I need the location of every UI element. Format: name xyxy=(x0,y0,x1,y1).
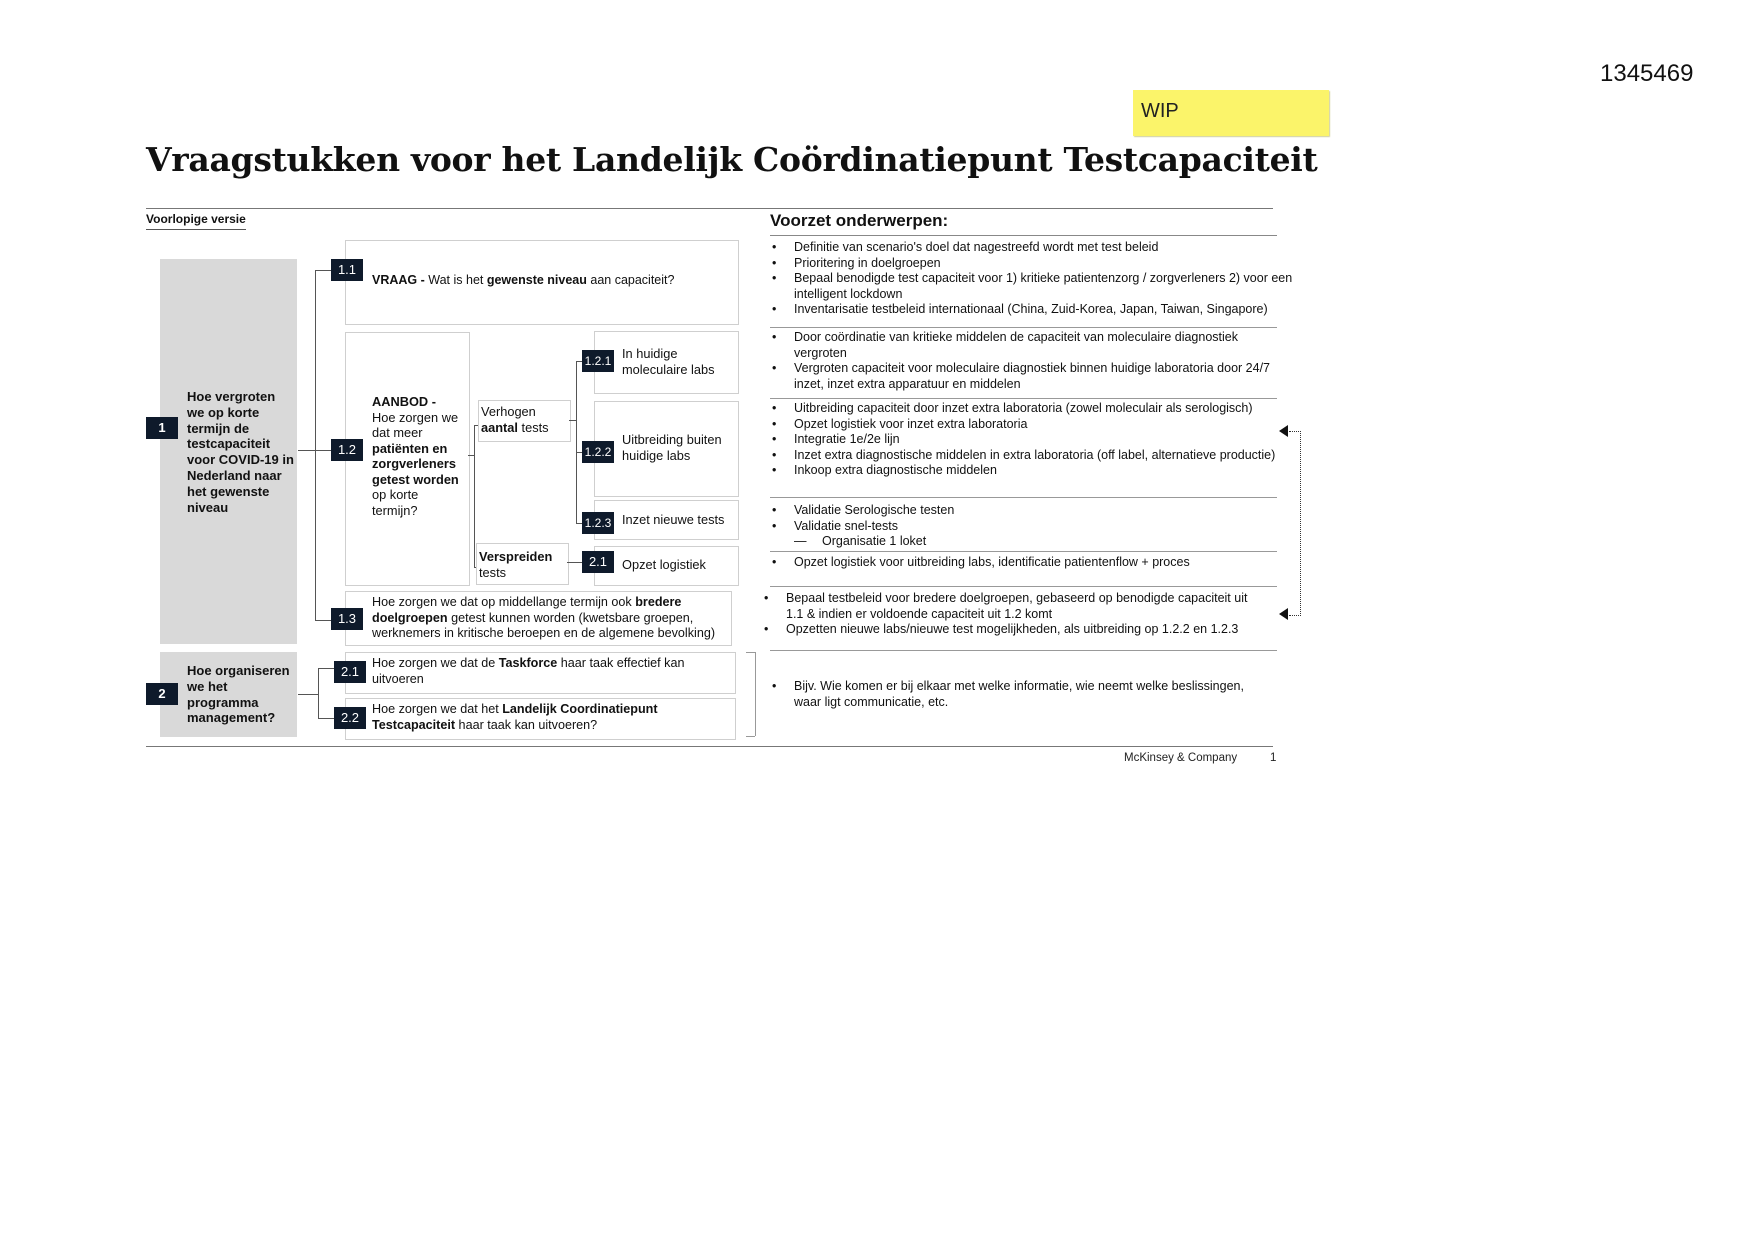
wip-sticky-note xyxy=(1133,90,1329,136)
tree-connector xyxy=(567,562,582,563)
node-1-1-text: VRAAG - Wat is het gewenste niveau aan capaciteit? xyxy=(372,273,675,287)
tree-connector xyxy=(474,425,475,567)
tree-connector xyxy=(318,718,334,719)
top-rule xyxy=(146,208,1273,209)
tree-connector xyxy=(318,668,334,669)
topic-item: • Opzet logistiek voor uitbreiding labs, identificatie patientenflow + proces xyxy=(770,555,1270,571)
topics-heading: Voorzet onderwerpen: xyxy=(770,211,949,230)
tree-connector xyxy=(318,668,319,718)
node-1-2-2-number: 1.2.2 xyxy=(582,441,614,463)
topic-item: • Uitbreiding capaciteit door inzet extra laboratoria (zowel moleculair als serologisch) xyxy=(770,401,1280,417)
bracket xyxy=(755,652,756,736)
node-1-3-text: Hoe zorgen we dat op middellange termijn ook bredere doelgroepen getest kunnen worden (kwetsbare groepen, werknemers in kritische beroepen en de algemene bevolking) xyxy=(372,595,716,640)
question-1-number: 1 xyxy=(146,417,178,439)
node-opzet-logistiek-number: 2.1 xyxy=(582,551,614,573)
topic-item: • Integratie 1e/2e lijn xyxy=(770,432,1280,448)
node-2-2-number: 2.2 xyxy=(334,707,366,729)
topics-group-1 xyxy=(770,240,1295,318)
topic-item: • Door coördinatie van kritieke middelen de capaciteit van moleculaire diagnostiek vergroten xyxy=(770,330,1270,361)
page-title: Vraagstukken voor het Landelijk Coördinatiepunt Testcapaciteit xyxy=(146,140,1318,179)
tree-connector xyxy=(576,361,577,523)
topics-group-6 xyxy=(762,591,1262,638)
topic-item: • Bijv. Wie komen er bij elkaar met welke informatie, wie neemt welke beslissingen, waar ligt communicatie, etc. xyxy=(770,679,1270,710)
bracket xyxy=(746,736,755,737)
bracket xyxy=(746,652,755,653)
topic-item: • Inventarisatie testbeleid internationaal (China, Zuid-Korea, Japan, Taiwan, Singapore) xyxy=(770,302,1295,318)
node-2-1-text: Hoe zorgen we dat de Taskforce haar taak effectief kan uitvoeren xyxy=(372,656,685,686)
topic-item: • Opzetten nieuwe labs/nieuwe test mogelijkheden, als uitbreiding op 1.2.2 en 1.2.3 xyxy=(762,622,1262,638)
node-1-2-3-text: Inzet nieuwe tests xyxy=(622,512,725,527)
topic-item: • Vergroten capaciteit voor moleculaire diagnostiek binnen huidige laboratoria door 24/7 inzet, inzet extra apparatuur en middelen xyxy=(770,361,1270,392)
verspreiden-text: Verspreiden tests xyxy=(479,549,553,580)
tree-connector xyxy=(298,694,318,695)
question-2-text: Hoe organiseren we het programma management? xyxy=(187,663,290,726)
node-1-2-3-number: 1.2.3 xyxy=(582,512,614,534)
topic-item: • Opzet logistiek voor inzet extra laboratoria xyxy=(770,417,1280,433)
tree-connector xyxy=(315,270,316,620)
topic-item: • Inkoop extra diagnostische middelen xyxy=(770,463,1280,479)
arrow-left-icon xyxy=(1279,425,1288,437)
tree-connector xyxy=(315,270,331,271)
question-2-number: 2 xyxy=(146,683,178,705)
verhogen-text: Verhogen aantal tests xyxy=(481,404,549,435)
bottom-rule xyxy=(146,746,1273,747)
topics-divider xyxy=(770,650,1277,651)
footer-company: McKinsey & Company xyxy=(1124,752,1238,764)
node-1-2-text: AANBOD - Hoe zorgen we dat meer patiënten en zorgverleners getest worden op korte termijn? xyxy=(372,394,459,518)
node-opzet-logistiek-text: Opzet logistiek xyxy=(622,557,706,572)
topics-group-3 xyxy=(770,401,1280,479)
question-1-text: Hoe vergroten we op korte termijn de testcapaciteit voor COVID-19 in Nederland naar het gewenste niveau xyxy=(187,389,294,515)
topics-divider xyxy=(770,327,1277,328)
topic-item: • Definitie van scenario's doel dat nagestreefd wordt met test beleid xyxy=(770,240,1295,256)
node-2-1-number: 2.1 xyxy=(334,661,366,683)
topics-divider xyxy=(770,497,1277,498)
topic-subitem: — Organisatie 1 loket xyxy=(770,534,1270,550)
topics-group-5 xyxy=(770,555,1270,571)
topic-item: • Bepaal testbeleid voor bredere doelgroepen, gebaseerd op benodigde capaciteit uit 1.1 & indien er voldoende capaciteit uit 1.2 komt xyxy=(762,591,1262,622)
topic-item: • Inzet extra diagnostische middelen in extra laboratoria (off label, alternatieve productie) xyxy=(770,448,1280,464)
topics-group-2 xyxy=(770,330,1270,392)
node-1-1-number: 1.1 xyxy=(331,259,363,281)
topics-group-7 xyxy=(770,679,1270,710)
wip-label: WIP xyxy=(1141,100,1179,122)
tree-connector xyxy=(315,620,331,621)
topics-group-4 xyxy=(770,503,1270,550)
dotted-connector xyxy=(1289,431,1301,616)
topics-divider xyxy=(770,551,1277,552)
tree-connector xyxy=(315,450,331,451)
tree-connector xyxy=(468,455,474,456)
topics-heading-rule xyxy=(770,235,1277,236)
topic-item: • Validatie Serologische testen xyxy=(770,503,1270,519)
topic-item: • Validatie snel-tests xyxy=(770,519,1270,535)
node-1-2-1-number: 1.2.1 xyxy=(582,350,614,372)
topic-item: • Bepaal benodigde test capaciteit voor 1) kritieke patientenzorg / zorgverleners 2) voor een intelligent lockdown xyxy=(770,271,1295,302)
document-id: 1345469 xyxy=(1600,60,1694,87)
node-1-3-number: 1.3 xyxy=(331,608,363,630)
node-1-2-2-text: Uitbreiding buiten huidige labs xyxy=(622,432,722,463)
node-1-2-1-text: In huidige moleculaire labs xyxy=(622,346,715,377)
tree-connector xyxy=(569,420,576,421)
topic-item: • Prioritering in doelgroepen xyxy=(770,256,1295,272)
node-1-2-number: 1.2 xyxy=(331,439,363,461)
topics-divider xyxy=(770,398,1277,399)
version-label: Voorlopige versie xyxy=(146,212,246,230)
arrow-left-icon xyxy=(1279,608,1288,620)
footer-page-number: 1 xyxy=(1270,752,1277,764)
node-2-2-text: Hoe zorgen we dat het Landelijk Coordinatiepunt Testcapaciteit haar taak kan uitvoeren? xyxy=(372,702,658,732)
topics-divider xyxy=(770,586,1277,587)
tree-connector xyxy=(298,450,315,451)
